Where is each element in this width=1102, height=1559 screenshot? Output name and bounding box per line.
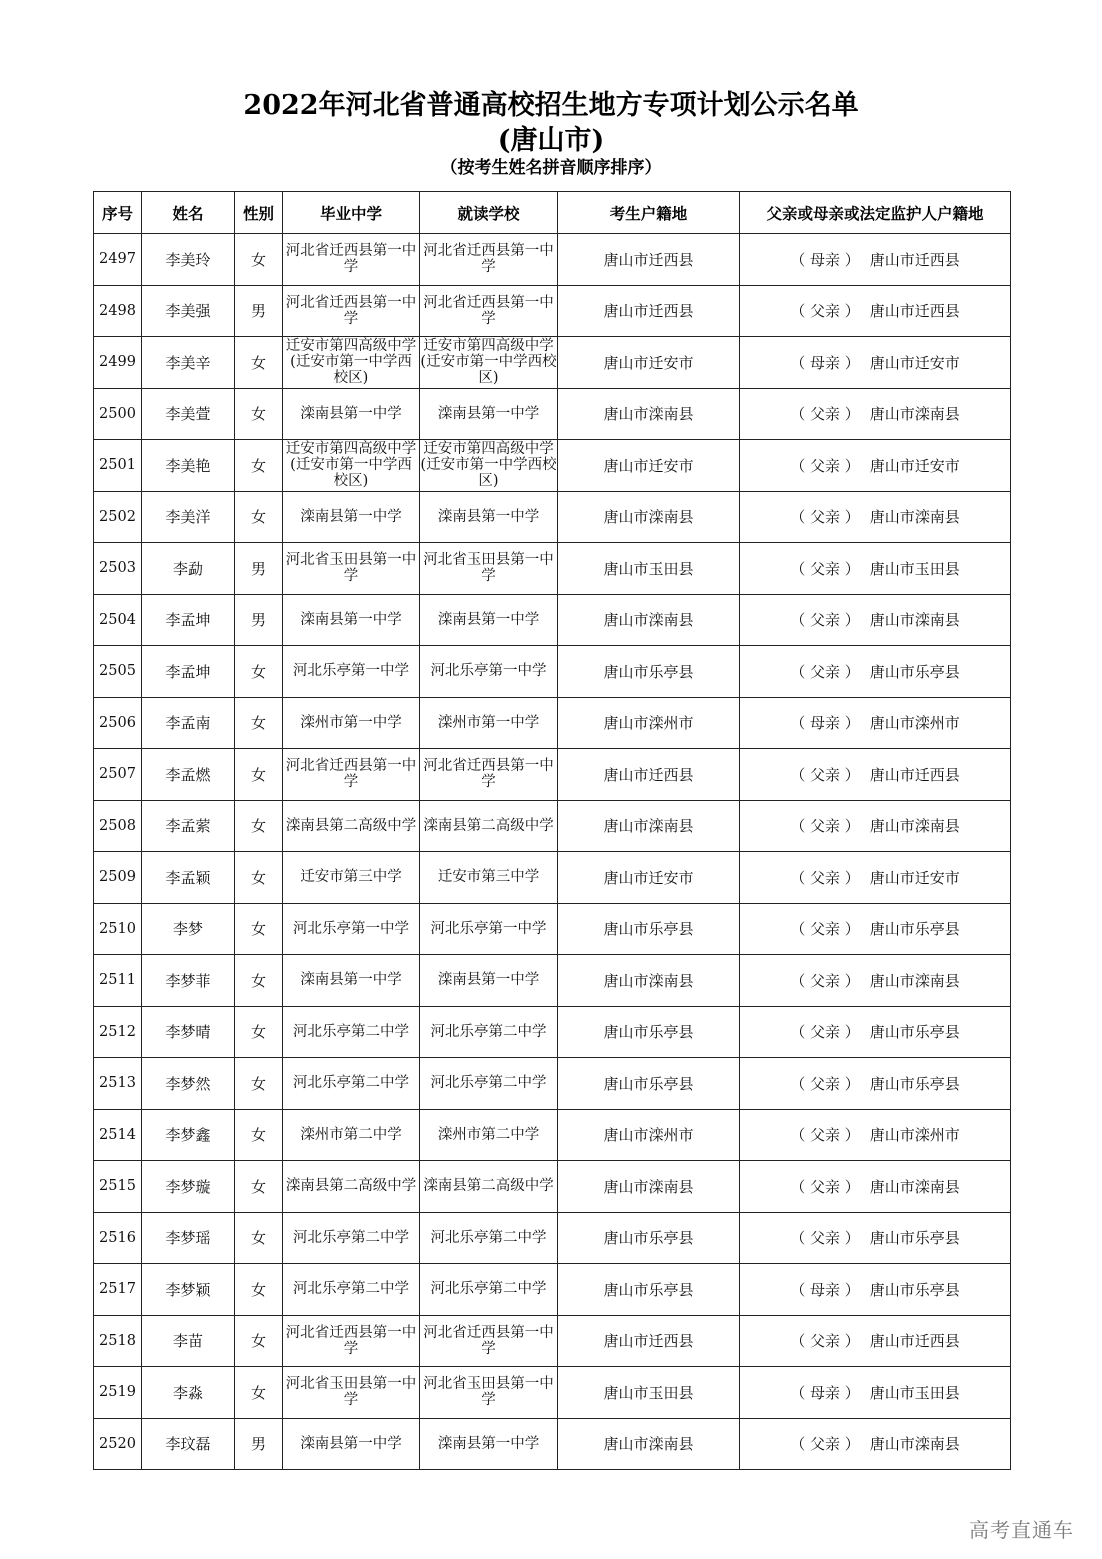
guardian-relation: （ 父亲 ） <box>790 456 860 475</box>
guardian-relation: （ 父亲 ） <box>790 302 860 321</box>
cell-seq: 2500 <box>94 388 142 440</box>
cell-guardian-hukou <box>740 337 1011 389</box>
table-row <box>94 1006 1011 1058</box>
table-row <box>94 697 1011 749</box>
table-row <box>94 1109 1011 1161</box>
cell-name: 李孟南 <box>142 697 235 749</box>
guardian-relation: （ 父亲 ） <box>790 405 860 424</box>
cell-name: 李梦然 <box>142 1058 235 1110</box>
document-sort-note: （按考生姓名拼音顺序排序） <box>440 158 662 178</box>
cell-name: 李美艳 <box>142 440 235 492</box>
cell-name: 李梦璇 <box>142 1161 235 1213</box>
cell-hukou: 唐山市迁安市 <box>558 337 740 389</box>
cell-gender: 女 <box>235 440 283 492</box>
cell-grad-school: 河北省迁西县第一中学 <box>283 1315 420 1367</box>
cell-seq: 2511 <box>94 955 142 1007</box>
guardian-location: 唐山市滦州市 <box>869 1126 960 1145</box>
table-body <box>94 234 1011 1470</box>
cell-hukou: 唐山市滦州市 <box>558 697 740 749</box>
cell-guardian-hukou <box>740 903 1011 955</box>
cell-hukou: 唐山市乐亭县 <box>558 1212 740 1264</box>
cell-current-school: 河北省玉田县第一中学 <box>420 543 558 595</box>
cell-current-school: 迁安市第四高级中学(迁安市第一中学西校区) <box>420 338 557 387</box>
guardian-relation: （ 父亲 ） <box>790 559 860 578</box>
cell-seq: 2520 <box>94 1418 142 1470</box>
table-row <box>94 749 1011 801</box>
cell-hukou: 唐山市乐亭县 <box>558 1264 740 1316</box>
cell-hukou: 唐山市玉田县 <box>558 1367 740 1419</box>
header-name: 姓名 <box>142 192 235 234</box>
cell-name: 李苗 <box>142 1315 235 1367</box>
cell-name: 李美强 <box>142 285 235 337</box>
header-hukou: 考生户籍地 <box>558 192 740 234</box>
cell-grad-school: 滦南县第二高级中学 <box>283 800 420 852</box>
cell-current-school: 滦南县第一中学 <box>420 594 558 646</box>
cell-hukou: 唐山市滦南县 <box>558 1418 740 1470</box>
cell-gender: 女 <box>235 388 283 440</box>
cell-gender: 女 <box>235 337 283 389</box>
cell-guardian-hukou <box>740 955 1011 1007</box>
cell-name: 李淼 <box>142 1367 235 1419</box>
cell-guardian-hukou <box>740 1212 1011 1264</box>
admission-list-table <box>93 191 1011 1470</box>
guardian-location: 唐山市迁西县 <box>869 250 960 269</box>
header-seq: 序号 <box>94 192 142 234</box>
cell-grad-school: 滦南县第一中学 <box>283 388 420 440</box>
cell-gender: 女 <box>235 1058 283 1110</box>
cell-seq: 2515 <box>94 1161 142 1213</box>
cell-hukou: 唐山市迁西县 <box>558 285 740 337</box>
cell-name: 李梦菲 <box>142 955 235 1007</box>
cell-hukou: 唐山市滦南县 <box>558 594 740 646</box>
cell-guardian-hukou <box>740 800 1011 852</box>
cell-guardian-hukou <box>740 1161 1011 1213</box>
cell-seq: 2510 <box>94 903 142 955</box>
cell-name: 李梦颖 <box>142 1264 235 1316</box>
cell-name: 李孟萦 <box>142 800 235 852</box>
cell-hukou: 唐山市迁西县 <box>558 1315 740 1367</box>
guardian-location: 唐山市滦南县 <box>869 1435 960 1454</box>
cell-gender: 男 <box>235 285 283 337</box>
guardian-location: 唐山市乐亭县 <box>869 1074 960 1093</box>
guardian-location: 唐山市乐亭县 <box>869 1229 960 1248</box>
cell-hukou: 唐山市乐亭县 <box>558 1006 740 1058</box>
cell-guardian-hukou <box>740 388 1011 440</box>
cell-current-school: 迁安市第四高级中学(迁安市第一中学西校区) <box>420 441 557 490</box>
cell-guardian-hukou <box>740 234 1011 286</box>
cell-grad-school: 滦南县第一中学 <box>283 1418 420 1470</box>
header-guardian-hukou: 父亲或母亲或法定监护人户籍地 <box>740 192 1011 234</box>
guardian-location: 唐山市迁安市 <box>869 353 960 372</box>
cell-guardian-hukou <box>740 1367 1011 1419</box>
cell-name: 李美玲 <box>142 234 235 286</box>
cell-grad-school: 滦南县第二高级中学 <box>283 1161 420 1213</box>
cell-seq: 2499 <box>94 337 142 389</box>
cell-current-school: 河北省迁西县第一中学 <box>420 285 558 337</box>
guardian-relation: （ 母亲 ） <box>790 353 860 372</box>
guardian-location: 唐山市迁安市 <box>869 868 960 887</box>
cell-name: 李梦 <box>142 903 235 955</box>
cell-guardian-hukou <box>740 440 1011 492</box>
cell-hukou: 唐山市滦南县 <box>558 800 740 852</box>
cell-gender: 女 <box>235 749 283 801</box>
cell-seq: 2518 <box>94 1315 142 1367</box>
table-row <box>94 388 1011 440</box>
cell-gender: 女 <box>235 800 283 852</box>
cell-hukou: 唐山市乐亭县 <box>558 903 740 955</box>
cell-hukou: 唐山市乐亭县 <box>558 646 740 698</box>
cell-guardian-hukou <box>740 285 1011 337</box>
cell-gender: 男 <box>235 1418 283 1470</box>
cell-gender: 男 <box>235 543 283 595</box>
cell-hukou: 唐山市滦南县 <box>558 955 740 1007</box>
table-row <box>94 337 1011 389</box>
table-row <box>94 594 1011 646</box>
cell-grad-school: 河北省迁西县第一中学 <box>283 285 420 337</box>
cell-seq: 2498 <box>94 285 142 337</box>
cell-hukou: 唐山市乐亭县 <box>558 1058 740 1110</box>
header-current-school: 就读学校 <box>420 192 558 234</box>
cell-current-school: 河北乐亭第一中学 <box>420 646 558 698</box>
cell-guardian-hukou <box>740 1264 1011 1316</box>
cell-guardian-hukou <box>740 1006 1011 1058</box>
cell-current-school: 河北省迁西县第一中学 <box>420 1315 558 1367</box>
table-row <box>94 1212 1011 1264</box>
cell-gender: 女 <box>235 1161 283 1213</box>
guardian-relation: （ 母亲 ） <box>790 1280 860 1299</box>
cell-grad-school: 河北乐亭第一中学 <box>283 903 420 955</box>
guardian-location: 唐山市滦南县 <box>869 1177 960 1196</box>
cell-seq: 2503 <box>94 543 142 595</box>
table-row <box>94 440 1011 492</box>
table-row <box>94 955 1011 1007</box>
cell-hukou: 唐山市滦南县 <box>558 1161 740 1213</box>
cell-name: 李美萱 <box>142 388 235 440</box>
cell-name: 李孟坤 <box>142 646 235 698</box>
guardian-relation: （ 父亲 ） <box>790 662 860 681</box>
cell-gender: 女 <box>235 646 283 698</box>
cell-seq: 2517 <box>94 1264 142 1316</box>
cell-grad-school: 滦州市第一中学 <box>283 697 420 749</box>
watermark: 高考直通车 <box>969 1518 1074 1542</box>
cell-grad-school: 滦南县第一中学 <box>283 491 420 543</box>
header-grad-school: 毕业中学 <box>283 192 420 234</box>
cell-gender: 女 <box>235 903 283 955</box>
cell-current-school: 河北乐亭第一中学 <box>420 903 558 955</box>
document-title: 2022年河北省普通高校招生地方专项计划公示名单 <box>243 90 859 121</box>
cell-current-school: 河北省玉田县第一中学 <box>420 1367 558 1419</box>
cell-gender: 女 <box>235 234 283 286</box>
cell-guardian-hukou <box>740 543 1011 595</box>
guardian-relation: （ 母亲 ） <box>790 250 860 269</box>
cell-gender: 女 <box>235 1212 283 1264</box>
cell-current-school: 滦南县第二高级中学 <box>420 1161 558 1213</box>
guardian-location: 唐山市迁西县 <box>869 1332 960 1351</box>
cell-name: 李梦晴 <box>142 1006 235 1058</box>
table-row <box>94 1058 1011 1110</box>
cell-gender: 女 <box>235 1264 283 1316</box>
guardian-relation: （ 母亲 ） <box>790 1383 860 1402</box>
table-row <box>94 543 1011 595</box>
cell-seq: 2501 <box>94 440 142 492</box>
cell-grad-school: 迁安市第四高级中学(迁安市第一中学西校区) <box>283 440 420 492</box>
cell-gender: 女 <box>235 1367 283 1419</box>
cell-name: 李孟燃 <box>142 749 235 801</box>
guardian-location: 唐山市滦南县 <box>869 971 960 990</box>
guardian-location: 唐山市乐亭县 <box>869 1280 960 1299</box>
guardian-relation: （ 父亲 ） <box>790 1023 860 1042</box>
table-header-row <box>94 192 1011 234</box>
guardian-relation: （ 母亲 ） <box>790 714 860 733</box>
cell-gender: 女 <box>235 852 283 904</box>
cell-hukou: 唐山市滦州市 <box>558 1109 740 1161</box>
cell-seq: 2508 <box>94 800 142 852</box>
cell-name: 李勐 <box>142 543 235 595</box>
cell-gender: 女 <box>235 1006 283 1058</box>
cell-seq: 2497 <box>94 234 142 286</box>
guardian-location: 唐山市滦南县 <box>869 817 960 836</box>
cell-guardian-hukou <box>740 1109 1011 1161</box>
cell-grad-school: 滦南县第一中学 <box>283 955 420 1007</box>
header-gender: 性别 <box>235 192 283 234</box>
guardian-location: 唐山市迁西县 <box>869 302 960 321</box>
guardian-location: 唐山市乐亭县 <box>869 1023 960 1042</box>
cell-current-school: 河北省迁西县第一中学 <box>420 234 558 286</box>
cell-guardian-hukou <box>740 749 1011 801</box>
cell-current-school: 河北省迁西县第一中学 <box>420 749 558 801</box>
cell-hukou: 唐山市迁西县 <box>558 749 740 801</box>
cell-current-school: 滦州市第一中学 <box>420 697 558 749</box>
guardian-location: 唐山市玉田县 <box>869 1383 960 1402</box>
cell-grad-school: 河北省玉田县第一中学 <box>283 1367 420 1419</box>
cell-current-school: 河北乐亭第二中学 <box>420 1212 558 1264</box>
guardian-relation: （ 父亲 ） <box>790 1177 860 1196</box>
guardian-relation: （ 父亲 ） <box>790 1229 860 1248</box>
table-row <box>94 1161 1011 1213</box>
cell-hukou: 唐山市玉田县 <box>558 543 740 595</box>
cell-current-school: 迁安市第三中学 <box>420 852 558 904</box>
cell-current-school: 滦南县第一中学 <box>420 491 558 543</box>
cell-gender: 女 <box>235 1315 283 1367</box>
cell-current-school: 滦南县第一中学 <box>420 955 558 1007</box>
cell-grad-school: 河北乐亭第二中学 <box>283 1058 420 1110</box>
cell-hukou: 唐山市迁安市 <box>558 852 740 904</box>
table-row <box>94 646 1011 698</box>
guardian-relation: （ 父亲 ） <box>790 765 860 784</box>
cell-seq: 2504 <box>94 594 142 646</box>
cell-seq: 2502 <box>94 491 142 543</box>
cell-gender: 女 <box>235 1109 283 1161</box>
cell-seq: 2514 <box>94 1109 142 1161</box>
cell-name: 李美辛 <box>142 337 235 389</box>
cell-grad-school: 迁安市第四高级中学(迁安市第一中学西校区) <box>283 337 420 389</box>
guardian-relation: （ 父亲 ） <box>790 920 860 939</box>
guardian-location: 唐山市滦南县 <box>869 405 960 424</box>
cell-grad-school: 河北乐亭第二中学 <box>283 1006 420 1058</box>
cell-current-school: 滦南县第一中学 <box>420 388 558 440</box>
guardian-location: 唐山市乐亭县 <box>869 920 960 939</box>
cell-guardian-hukou <box>740 852 1011 904</box>
guardian-relation: （ 父亲 ） <box>790 1074 860 1093</box>
document-subtitle-city: (唐山市) <box>497 125 605 156</box>
table-row <box>94 285 1011 337</box>
cell-guardian-hukou <box>740 1315 1011 1367</box>
cell-guardian-hukou <box>740 646 1011 698</box>
cell-gender: 女 <box>235 491 283 543</box>
guardian-relation: （ 父亲 ） <box>790 817 860 836</box>
guardian-relation: （ 父亲 ） <box>790 1435 860 1454</box>
cell-gender: 女 <box>235 697 283 749</box>
cell-current-school: 滦南县第一中学 <box>420 1418 558 1470</box>
table-row <box>94 1315 1011 1367</box>
guardian-location: 唐山市滦州市 <box>869 714 960 733</box>
cell-current-school: 河北乐亭第二中学 <box>420 1264 558 1316</box>
guardian-location: 唐山市迁安市 <box>869 456 960 475</box>
cell-seq: 2512 <box>94 1006 142 1058</box>
cell-seq: 2507 <box>94 749 142 801</box>
cell-gender: 女 <box>235 955 283 1007</box>
cell-seq: 2509 <box>94 852 142 904</box>
cell-grad-school: 滦南县第一中学 <box>283 594 420 646</box>
table-row <box>94 491 1011 543</box>
guardian-location: 唐山市迁西县 <box>869 765 960 784</box>
guardian-relation: （ 父亲 ） <box>790 1126 860 1145</box>
cell-name: 李梦鑫 <box>142 1109 235 1161</box>
table-row <box>94 234 1011 286</box>
cell-guardian-hukou <box>740 594 1011 646</box>
cell-grad-school: 河北乐亭第二中学 <box>283 1264 420 1316</box>
cell-grad-school: 河北省玉田县第一中学 <box>283 543 420 595</box>
table-row <box>94 1418 1011 1470</box>
guardian-relation: （ 父亲 ） <box>790 868 860 887</box>
cell-guardian-hukou <box>740 1418 1011 1470</box>
cell-seq: 2506 <box>94 697 142 749</box>
guardian-location: 唐山市滦南县 <box>869 508 960 527</box>
table-row <box>94 903 1011 955</box>
guardian-relation: （ 父亲 ） <box>790 508 860 527</box>
cell-seq: 2519 <box>94 1367 142 1419</box>
guardian-relation: （ 父亲 ） <box>790 611 860 630</box>
guardian-location: 唐山市玉田县 <box>869 559 960 578</box>
cell-seq: 2513 <box>94 1058 142 1110</box>
cell-hukou: 唐山市迁西县 <box>558 234 740 286</box>
cell-guardian-hukou <box>740 697 1011 749</box>
cell-gender: 男 <box>235 594 283 646</box>
guardian-relation: （ 父亲 ） <box>790 1332 860 1351</box>
cell-name: 李美洋 <box>142 491 235 543</box>
cell-hukou: 唐山市滦南县 <box>558 491 740 543</box>
cell-grad-school: 河北省迁西县第一中学 <box>283 234 420 286</box>
table-row <box>94 852 1011 904</box>
cell-name: 李玟磊 <box>142 1418 235 1470</box>
cell-current-school: 河北乐亭第二中学 <box>420 1006 558 1058</box>
cell-name: 李梦瑶 <box>142 1212 235 1264</box>
cell-grad-school: 河北乐亭第一中学 <box>283 646 420 698</box>
guardian-location: 唐山市滦南县 <box>869 611 960 630</box>
cell-current-school: 河北乐亭第二中学 <box>420 1058 558 1110</box>
cell-grad-school: 河北省迁西县第一中学 <box>283 749 420 801</box>
cell-guardian-hukou <box>740 1058 1011 1110</box>
cell-name: 李孟颖 <box>142 852 235 904</box>
guardian-location: 唐山市乐亭县 <box>869 662 960 681</box>
cell-hukou: 唐山市滦南县 <box>558 388 740 440</box>
cell-name: 李孟坤 <box>142 594 235 646</box>
guardian-relation: （ 父亲 ） <box>790 971 860 990</box>
table-row <box>94 1367 1011 1419</box>
cell-hukou: 唐山市迁安市 <box>558 440 740 492</box>
cell-grad-school: 滦州市第二中学 <box>283 1109 420 1161</box>
cell-current-school: 滦南县第二高级中学 <box>420 800 558 852</box>
cell-guardian-hukou <box>740 491 1011 543</box>
cell-current-school: 滦州市第二中学 <box>420 1109 558 1161</box>
table-row <box>94 800 1011 852</box>
cell-seq: 2516 <box>94 1212 142 1264</box>
cell-grad-school: 迁安市第三中学 <box>283 852 420 904</box>
table-row <box>94 1264 1011 1316</box>
cell-seq: 2505 <box>94 646 142 698</box>
cell-grad-school: 河北乐亭第二中学 <box>283 1212 420 1264</box>
